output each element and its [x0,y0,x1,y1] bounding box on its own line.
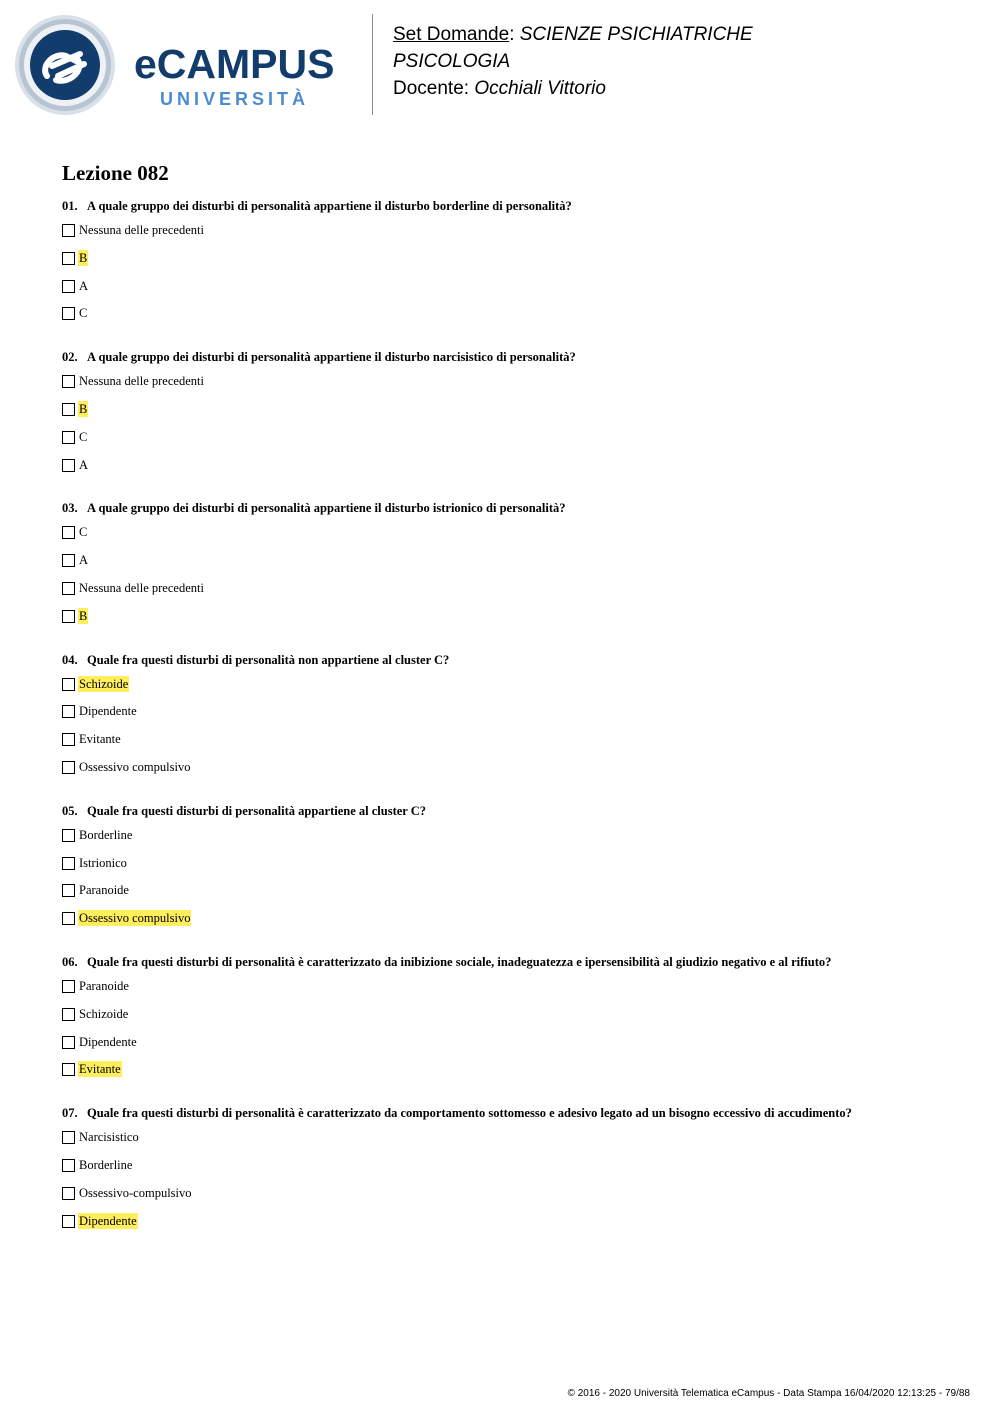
question-list [62,199,962,1257]
checkbox[interactable] [62,761,75,774]
answer-text: C [79,525,88,540]
correct-answer-text: B [79,608,88,623]
answer-option[interactable] [62,453,962,481]
checkbox[interactable] [62,375,75,388]
answer-option[interactable] [62,851,962,879]
answer-text: Nessuna delle precedenti [79,580,204,595]
answer-option[interactable] [62,397,962,425]
question-text [62,199,962,218]
answer-text: Ossessivo-compulsivo [79,1185,192,1200]
question-number: 05. [62,803,78,818]
docente-name: Occhiali Vittorio [474,78,606,99]
logo-subtext: UNIVERSITÀ [160,89,310,109]
question-number: 07. [62,1106,78,1121]
answer-option[interactable] [62,548,962,576]
question-text [62,1106,962,1125]
set-line-2 [393,48,753,75]
docente-label: Docente: [393,78,470,99]
answer-option[interactable] [62,1153,962,1181]
answer-text: Paranoide [79,978,129,993]
question-04 [62,653,962,804]
question-prompt: Quale fra questi disturbi di personalità è caratterizzato da comportamento sottomesso e adesivo legato ad un bisogno eccessivo di accudimento? [87,1106,852,1121]
answer-option[interactable] [62,604,962,632]
checkbox[interactable] [62,980,75,993]
answer-option[interactable] [62,1209,962,1237]
set-label: Set Domande [393,24,510,45]
answer-text: Dipendente [79,704,137,719]
answer-option[interactable] [62,576,962,604]
checkbox[interactable] [62,526,75,539]
checkbox[interactable] [62,307,75,320]
question-prompt: A quale gruppo dei disturbi di personalità appartiene il disturbo narcisistico di personalità? [87,350,576,365]
question-01 [62,199,962,350]
answer-text: Evitante [79,732,121,747]
answer-text: Dipendente [79,1034,137,1049]
correct-answer-text: B [79,401,88,416]
answer-option[interactable] [62,246,962,274]
question-text [62,501,962,520]
checkbox[interactable] [62,582,75,595]
checkbox[interactable] [62,280,75,293]
correct-answer-text: B [79,250,88,265]
question-number: 06. [62,954,78,969]
correct-answer-text: Ossessivo compulsivo [79,911,191,926]
checkbox[interactable] [62,403,75,416]
checkbox[interactable] [62,857,75,870]
checkbox[interactable] [62,1036,75,1049]
answer-option[interactable] [62,1002,962,1030]
answer-option[interactable] [62,1125,962,1153]
answer-option[interactable] [62,218,962,246]
answer-text: C [79,306,88,321]
checkbox[interactable] [62,610,75,623]
docente-line [393,75,753,102]
answer-text: C [79,429,88,444]
answer-option[interactable] [62,672,962,700]
answer-text: Nessuna delle precedenti [79,374,204,389]
set-name-line2: PSICOLOGIA [393,51,511,72]
answer-option[interactable] [62,425,962,453]
checkbox[interactable] [62,1131,75,1144]
lesson-title: Lezione 082 [62,161,169,185]
ecampus-logo [14,14,359,116]
logo-wordmark: eCAMPUS [134,41,335,87]
answer-option[interactable] [62,823,962,851]
correct-answer-text: Schizoide [79,676,129,691]
answer-option[interactable] [62,699,962,727]
answer-option[interactable] [62,1030,962,1058]
question-number: 01. [62,199,78,213]
answer-option[interactable] [62,369,962,397]
answer-text: A [79,457,89,472]
correct-answer-text: Evitante [79,1062,121,1077]
question-text [62,653,962,672]
checkbox[interactable] [62,1063,75,1076]
answer-text: Borderline [79,1157,133,1172]
question-prompt: Quale fra questi disturbi di personalità è caratterizzato da inibizione sociale, inadeguatezza e ipersensibilità al giudizio negativo e al rifiuto? [87,954,832,969]
checkbox[interactable] [62,884,75,897]
checkbox[interactable] [62,252,75,265]
question-03 [62,501,962,652]
header-divider [372,14,373,115]
answer-option[interactable] [62,274,962,302]
checkbox[interactable] [62,678,75,691]
checkbox[interactable] [62,829,75,842]
question-number: 03. [62,501,78,516]
question-06 [62,955,962,1106]
checkbox[interactable] [62,459,75,472]
answer-option[interactable] [62,727,962,755]
answer-option[interactable] [62,1057,962,1085]
question-prompt: Quale fra questi disturbi di personalità non appartiene al cluster C? [87,652,450,667]
set-name: SCIENZE PSICHIATRICHE [519,24,753,45]
answer-text: Schizoide [79,1006,129,1021]
checkbox[interactable] [62,224,75,237]
question-02 [62,350,962,501]
answer-option[interactable] [62,301,962,329]
answer-option[interactable] [62,520,962,548]
answer-text: A [79,553,89,568]
checkbox[interactable] [62,1008,75,1021]
answer-text: Narcisistico [79,1130,139,1145]
answer-text: Ossessivo compulsivo [79,759,191,774]
answer-option[interactable] [62,906,962,934]
set-line: Set Domande: SCIENZE PSICHIATRICHE [393,24,753,45]
question-05 [62,804,962,955]
question-text [62,955,962,974]
answer-text: A [79,278,89,293]
checkbox[interactable] [62,1215,75,1228]
answer-option[interactable] [62,878,962,906]
checkbox[interactable] [62,733,75,746]
answer-option[interactable] [62,1181,962,1209]
page-footer: © 2016 - 2020 Università Telematica eCampus - Data Stampa 16/04/2020 12:13:25 - 79/88 [567,1388,970,1399]
question-prompt: A quale gruppo dei disturbi di personalità appartiene il disturbo istrionico di personalità? [87,501,566,516]
checkbox[interactable] [62,431,75,444]
answer-option[interactable] [62,755,962,783]
checkbox[interactable] [62,1187,75,1200]
question-text [62,804,962,823]
question-07 [62,1106,962,1257]
checkbox[interactable] [62,554,75,567]
answer-text: Paranoide [79,883,129,898]
document-header [393,21,753,102]
question-prompt: A quale gruppo dei disturbi di personalità appartiene il disturbo borderline di personalità? [87,199,572,213]
question-text [62,350,962,369]
correct-answer-text: Dipendente [79,1213,137,1228]
answer-text: Borderline [79,827,133,842]
answer-text: Nessuna delle precedenti [79,223,204,237]
ecampus-logo-graphic [14,14,359,116]
question-prompt: Quale fra questi disturbi di personalità appartiene al cluster C? [87,803,427,818]
checkbox[interactable] [62,912,75,925]
answer-text: Istrionico [79,855,127,870]
checkbox[interactable] [62,705,75,718]
question-number: 04. [62,652,78,667]
question-number: 02. [62,350,78,365]
checkbox[interactable] [62,1159,75,1172]
answer-option[interactable] [62,974,962,1002]
